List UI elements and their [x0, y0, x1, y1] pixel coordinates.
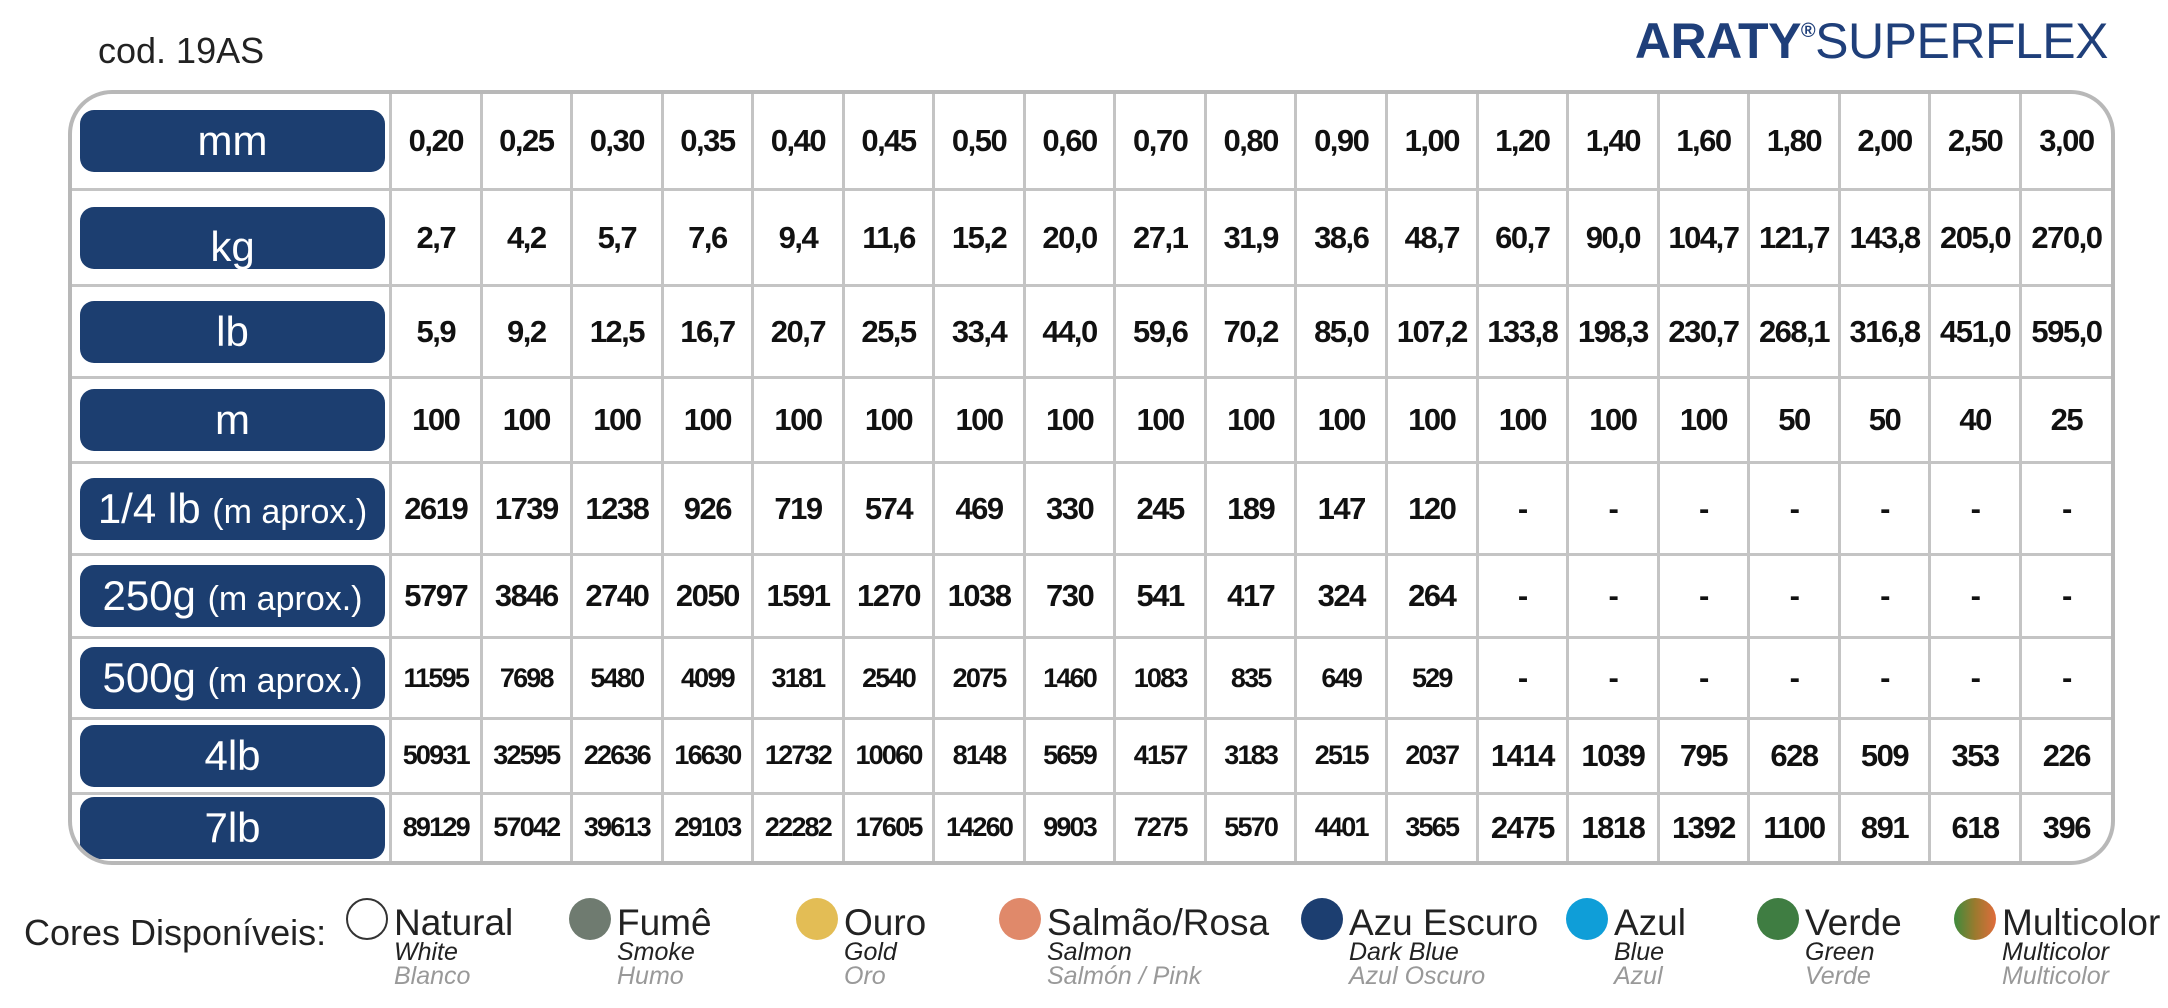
table-cell: 1,40 [1568, 94, 1659, 190]
table-cell: 29103 [662, 793, 753, 861]
color-name-spanish: Oro [844, 962, 886, 990]
table-row [72, 793, 2111, 861]
table-cell: 1392 [1658, 793, 1749, 861]
row-label-pill [80, 797, 385, 859]
color-name-spanish: Azul [1614, 962, 1663, 990]
table-cell: 25,5 [843, 286, 934, 378]
table-row [72, 190, 2111, 286]
row-label-sub: (m aprox.) [207, 580, 363, 619]
table-cell: 0,20 [391, 94, 482, 190]
table-cell: 2,50 [1930, 94, 2021, 190]
table-cell: 17605 [843, 793, 934, 861]
table-cell: 5570 [1205, 793, 1296, 861]
row-label-pill [80, 110, 385, 172]
table-cell: 417 [1205, 555, 1296, 638]
table-cell: 100 [1477, 378, 1568, 463]
row-label-cell [72, 378, 391, 463]
table-row [72, 286, 2111, 378]
row-label: 7lb [204, 803, 261, 851]
table-row [72, 638, 2111, 719]
color-name: Multicolor [2002, 902, 2161, 943]
table-cell: 104,7 [1658, 190, 1749, 286]
table-cell: 835 [1205, 638, 1296, 719]
color-name-spanish: Multicolor [2002, 962, 2109, 990]
row-label-cell [72, 555, 391, 638]
table-cell: 90,0 [1568, 190, 1659, 286]
table-cell: 33,4 [934, 286, 1025, 378]
color-swatch-icon [796, 898, 838, 940]
table-cell: 48,7 [1387, 190, 1478, 286]
table-cell: 12732 [753, 719, 844, 794]
color-name-english: Gold [844, 938, 897, 966]
table-cell: 3,00 [2020, 94, 2111, 190]
brand-name-bold: ARATY [1634, 13, 1801, 69]
table-cell: 133,8 [1477, 286, 1568, 378]
table-cell: 2037 [1387, 719, 1478, 794]
table-cell: - [2020, 463, 2111, 555]
product-code: cod. 19AS [98, 30, 265, 71]
table-cell: 100 [391, 378, 482, 463]
color-swatch-icon [569, 898, 611, 940]
table-cell: 541 [1115, 555, 1206, 638]
row-label-pill [80, 207, 385, 269]
row-label-cell [72, 638, 391, 719]
table-cell: 0,35 [662, 94, 753, 190]
table-cell: 3565 [1387, 793, 1478, 861]
table-cell: 1100 [1749, 793, 1840, 861]
table-cell: 60,7 [1477, 190, 1568, 286]
table-cell: 0,90 [1296, 94, 1387, 190]
table-cell: - [1749, 638, 1840, 719]
table-cell: 574 [843, 463, 934, 555]
color-swatch-icon [1301, 898, 1343, 940]
table-cell: 2740 [572, 555, 663, 638]
table-cell: 59,6 [1115, 286, 1206, 378]
spec-table-frame [68, 90, 2115, 865]
table-cell: 2,7 [391, 190, 482, 286]
table-cell: 38,6 [1296, 190, 1387, 286]
color-swatch-icon [1566, 898, 1608, 940]
table-cell: 0,70 [1115, 94, 1206, 190]
table-cell: 1414 [1477, 719, 1568, 794]
table-cell: 143,8 [1839, 190, 1930, 286]
color-name-spanish: Salmón / Pink [1047, 962, 1202, 990]
table-cell: 39613 [572, 793, 663, 861]
table-cell: 0,25 [481, 94, 572, 190]
table-cell: 100 [843, 378, 934, 463]
color-swatch-icon [1757, 898, 1799, 940]
table-cell: 1739 [481, 463, 572, 555]
table-cell: 2540 [843, 638, 934, 719]
table-cell: 89129 [391, 793, 482, 861]
table-cell: - [1568, 555, 1659, 638]
table-cell: 891 [1839, 793, 1930, 861]
table-cell: 3846 [481, 555, 572, 638]
table-cell: 245 [1115, 463, 1206, 555]
table-cell: 22636 [572, 719, 663, 794]
table-cell: - [1477, 463, 1568, 555]
table-cell: - [1658, 463, 1749, 555]
table-cell: - [1839, 555, 1930, 638]
table-cell: 31,9 [1205, 190, 1296, 286]
table-cell: 57042 [481, 793, 572, 861]
table-cell: 270,0 [2020, 190, 2111, 286]
table-cell: 9,4 [753, 190, 844, 286]
table-cell: 100 [1024, 378, 1115, 463]
table-cell: 5,7 [572, 190, 663, 286]
table-cell: 719 [753, 463, 844, 555]
table-cell: 16630 [662, 719, 753, 794]
table-cell: 9,2 [481, 286, 572, 378]
table-cell: 7698 [481, 638, 572, 719]
table-cell: 100 [1568, 378, 1659, 463]
table-cell: - [1749, 555, 1840, 638]
table-cell: 1,80 [1749, 94, 1840, 190]
table-cell: - [1839, 463, 1930, 555]
table-cell: 2075 [934, 638, 1025, 719]
table-cell: 2515 [1296, 719, 1387, 794]
table-cell: 2,00 [1839, 94, 1930, 190]
brand-logo [1635, 12, 2108, 70]
color-name-english: White [394, 938, 458, 966]
table-cell: 25 [2020, 378, 2111, 463]
table-cell: 1,20 [1477, 94, 1568, 190]
table-cell: 1,60 [1658, 94, 1749, 190]
table-cell: 107,2 [1387, 286, 1478, 378]
table-cell: - [2020, 555, 2111, 638]
table-cell: 22282 [753, 793, 844, 861]
table-cell: 100 [753, 378, 844, 463]
table-cell: - [1749, 463, 1840, 555]
table-cell: 5480 [572, 638, 663, 719]
row-label: 1/4 lb [97, 484, 201, 532]
table-cell: 100 [1658, 378, 1749, 463]
table-cell: 7,6 [662, 190, 753, 286]
color-name: Salmão/Rosa [1047, 902, 1270, 943]
row-label: mm [197, 117, 268, 165]
table-cell: 1039 [1568, 719, 1659, 794]
color-name: Azu Escuro [1349, 902, 1539, 943]
table-cell: 2050 [662, 555, 753, 638]
table-cell: 100 [1387, 378, 1478, 463]
table-cell: 0,60 [1024, 94, 1115, 190]
table-cell: 20,7 [753, 286, 844, 378]
color-name-spanish: Humo [617, 962, 684, 990]
table-cell: 50 [1839, 378, 1930, 463]
table-cell: 50931 [391, 719, 482, 794]
table-cell: 0,50 [934, 94, 1025, 190]
color-swatch-icon [346, 898, 388, 940]
row-label-cell [72, 286, 391, 378]
table-cell: 27,1 [1115, 190, 1206, 286]
color-name: Natural [394, 902, 514, 943]
table-cell: 1460 [1024, 638, 1115, 719]
table-cell: 649 [1296, 638, 1387, 719]
table-row [72, 463, 2111, 555]
color-name-english: Salmon [1047, 938, 1132, 966]
legend-title: Cores Disponíveis: [24, 912, 327, 953]
table-cell: 316,8 [1839, 286, 1930, 378]
table-cell: 264 [1387, 555, 1478, 638]
brand-name-light: SUPERFLEX [1815, 13, 2108, 69]
table-cell: 469 [934, 463, 1025, 555]
row-label-pill [80, 389, 385, 451]
table-cell: 509 [1839, 719, 1930, 794]
table-cell: 10060 [843, 719, 934, 794]
table-cell: - [1477, 638, 1568, 719]
color-name-english: Blue [1614, 938, 1665, 966]
table-cell: - [1477, 555, 1568, 638]
row-label: lb [216, 307, 249, 355]
table-cell: 100 [934, 378, 1025, 463]
table-cell: 4,2 [481, 190, 572, 286]
table-cell: 100 [1205, 378, 1296, 463]
color-name: Verde [1805, 902, 1902, 943]
table-cell: 330 [1024, 463, 1115, 555]
table-cell: 3183 [1205, 719, 1296, 794]
color-name-spanish: Blanco [394, 962, 471, 990]
table-cell: 5659 [1024, 719, 1115, 794]
table-cell: 926 [662, 463, 753, 555]
row-label: 4lb [204, 731, 261, 779]
table-cell: - [1658, 638, 1749, 719]
row-label-sub: (m aprox.) [207, 662, 363, 701]
table-cell: - [1930, 638, 2021, 719]
table-cell: 50 [1749, 378, 1840, 463]
table-cell: 628 [1749, 719, 1840, 794]
table-cell: 324 [1296, 555, 1387, 638]
table-cell: 44,0 [1024, 286, 1115, 378]
table-cell: 0,30 [572, 94, 663, 190]
table-cell: 205,0 [1930, 190, 2021, 286]
table-cell: 1,00 [1387, 94, 1478, 190]
brand-registered-mark: ® [1800, 20, 1816, 42]
table-cell: 2475 [1477, 793, 1568, 861]
table-cell: 5,9 [391, 286, 482, 378]
table-cell: 121,7 [1749, 190, 1840, 286]
row-label: 250g [102, 572, 196, 620]
table-cell: 32595 [481, 719, 572, 794]
table-cell: 85,0 [1296, 286, 1387, 378]
table-cell: 1270 [843, 555, 934, 638]
table-cell: 147 [1296, 463, 1387, 555]
table-cell: - [1568, 638, 1659, 719]
table-cell: 1238 [572, 463, 663, 555]
row-label-cell [72, 94, 391, 190]
table-cell: - [1658, 555, 1749, 638]
table-cell: 618 [1930, 793, 2021, 861]
table-row [72, 719, 2111, 794]
table-cell: 120 [1387, 463, 1478, 555]
table-cell: 7275 [1115, 793, 1206, 861]
row-label-pill [80, 478, 385, 540]
table-cell: 70,2 [1205, 286, 1296, 378]
table-row [72, 378, 2111, 463]
row-label-cell [72, 719, 391, 794]
row-label-pill [80, 647, 385, 709]
color-name-english: Green [1805, 938, 1875, 966]
table-cell: 100 [1296, 378, 1387, 463]
table-cell: 5797 [391, 555, 482, 638]
row-label-pill [80, 301, 385, 363]
color-name-english: Smoke [617, 938, 695, 966]
table-cell: 795 [1658, 719, 1749, 794]
table-cell: 14260 [934, 793, 1025, 861]
table-cell: - [1839, 638, 1930, 719]
table-cell: 226 [2020, 719, 2111, 794]
row-label: 500g [102, 654, 196, 702]
color-swatch-icon [1954, 898, 1996, 940]
table-cell: 268,1 [1749, 286, 1840, 378]
table-cell: 2619 [391, 463, 482, 555]
table-cell: 11,6 [843, 190, 934, 286]
color-name: Fumê [617, 902, 712, 943]
table-cell: 595,0 [2020, 286, 2111, 378]
table-cell: 8148 [934, 719, 1025, 794]
table-cell: 529 [1387, 638, 1478, 719]
table-cell: 1038 [934, 555, 1025, 638]
color-name-spanish: Azul Oscuro [1349, 962, 1486, 990]
table-cell: 198,3 [1568, 286, 1659, 378]
table-cell: - [1930, 463, 2021, 555]
color-swatch-icon [999, 898, 1041, 940]
table-cell: 0,40 [753, 94, 844, 190]
table-cell: 396 [2020, 793, 2111, 861]
color-name-english: Dark Blue [1349, 938, 1459, 966]
table-cell: 100 [1115, 378, 1206, 463]
table-cell: 16,7 [662, 286, 753, 378]
table-cell: 353 [1930, 719, 2021, 794]
row-label-pill [80, 565, 385, 627]
row-label-cell [72, 463, 391, 555]
row-label-cell [72, 793, 391, 861]
row-label-cell [72, 190, 391, 286]
spec-table [72, 94, 2111, 861]
row-label: kg [210, 222, 255, 269]
table-cell: - [2020, 638, 2111, 719]
table-cell: 189 [1205, 463, 1296, 555]
table-cell: 1591 [753, 555, 844, 638]
color-name-english: Multicolor [2002, 938, 2109, 966]
table-cell: 4099 [662, 638, 753, 719]
row-label: m [215, 396, 250, 444]
table-cell: 40 [1930, 378, 2021, 463]
table-cell: 100 [481, 378, 572, 463]
table-cell: 9903 [1024, 793, 1115, 861]
row-label-pill [80, 725, 385, 787]
table-cell: 4157 [1115, 719, 1206, 794]
table-cell: 730 [1024, 555, 1115, 638]
table-cell: 11595 [391, 638, 482, 719]
table-cell: 1818 [1568, 793, 1659, 861]
row-label-sub: (m aprox.) [212, 492, 368, 531]
table-cell: 0,80 [1205, 94, 1296, 190]
table-cell: 0,45 [843, 94, 934, 190]
colors-legend [24, 898, 2164, 998]
table-cell: - [1568, 463, 1659, 555]
color-name: Azul [1614, 902, 1686, 943]
table-cell: 100 [572, 378, 663, 463]
color-name: Ouro [844, 902, 927, 943]
table-cell: 1083 [1115, 638, 1206, 719]
table-cell: 15,2 [934, 190, 1025, 286]
table-cell: 12,5 [572, 286, 663, 378]
color-name-spanish: Verde [1805, 962, 1871, 990]
table-row [72, 555, 2111, 638]
table-cell: 451,0 [1930, 286, 2021, 378]
table-cell: 4401 [1296, 793, 1387, 861]
table-cell: 3181 [753, 638, 844, 719]
table-cell: - [1930, 555, 2021, 638]
table-row [72, 94, 2111, 190]
table-cell: 100 [662, 378, 753, 463]
table-cell: 230,7 [1658, 286, 1749, 378]
table-cell: 20,0 [1024, 190, 1115, 286]
